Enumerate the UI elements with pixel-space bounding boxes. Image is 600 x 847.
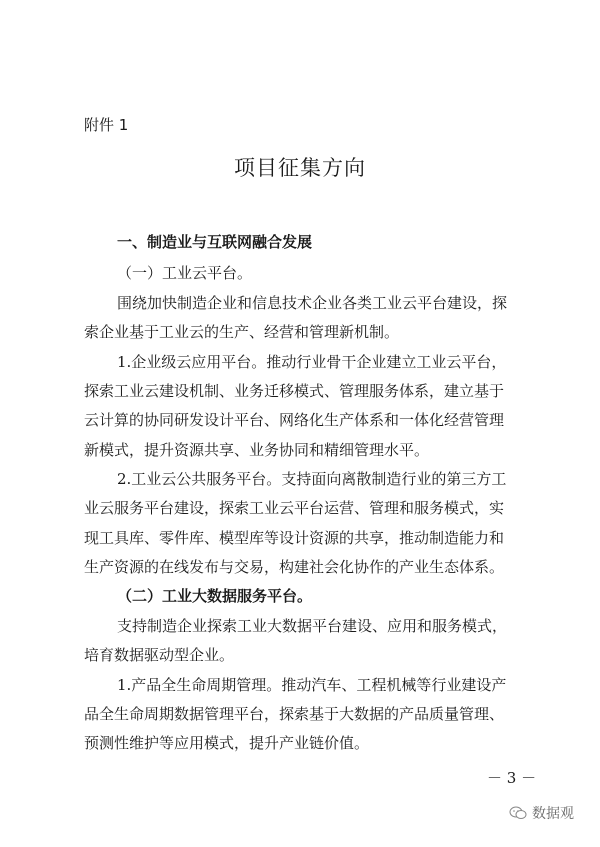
paragraph-line: 索企业基于工业云的生产、经营和管理新机制。	[84, 323, 400, 341]
paragraph-line: 探索工业云建设机制、业务迁移模式、管理服务体系，建立基于	[84, 382, 505, 400]
paragraph-line: 业云服务平台建设，探索工业云平台运营、管理和服务模式，实	[84, 499, 505, 517]
paragraph-line: 支持制造企业探索工业大数据平台建设、应用和服务模式，	[117, 617, 508, 635]
paragraph-line: 2.工业云公共服务平台。支持面向离散制造行业的第三方工	[117, 470, 507, 488]
wechat-icon	[509, 806, 527, 820]
subsection-heading: （二）工业大数据服务平台。	[117, 587, 313, 605]
watermark	[509, 803, 574, 823]
paragraph-line: 围绕加快制造企业和信息技术企业各类工业云平台建设，探	[117, 294, 508, 312]
paragraph-line: 1.企业级云应用平台。推动行业骨干企业建立工业云平台，	[117, 353, 507, 371]
paragraph-line: 新模式，提升资源共享、业务协同和精细管理水平。	[84, 441, 430, 459]
section-heading: 一、制造业与互联网融合发展	[117, 233, 313, 251]
attachment-label: 附件 1	[84, 116, 129, 134]
page-number: － 3 －	[487, 769, 537, 787]
document-title: 项目征集方向	[234, 156, 366, 180]
paragraph-line: 生产资源的在线发布与交易，构建社会化协作的产业生态体系。	[84, 558, 505, 576]
paragraph-line: 现工具库、零件库、模型库等设计资源的共享，推动制造能力和	[84, 529, 505, 547]
paragraph-line: 品全生命周期数据管理平台，探索基于大数据的产品质量管理、	[84, 705, 505, 723]
paragraph-line: 1.产品全生命周期管理。推动汽车、工程机械等行业建设产	[117, 676, 507, 694]
paragraph-line: 云计算的协同研发设计平台、网络化生产体系和一体化经营管理	[84, 411, 505, 429]
paragraph-line: 培育数据驱动型企业。	[84, 646, 235, 664]
subsection-heading: （一）工业云平台。	[117, 264, 253, 282]
paragraph-line: 预测性维护等应用模式，提升产业链价值。	[84, 734, 370, 752]
watermark-text: 数据观	[532, 806, 574, 822]
